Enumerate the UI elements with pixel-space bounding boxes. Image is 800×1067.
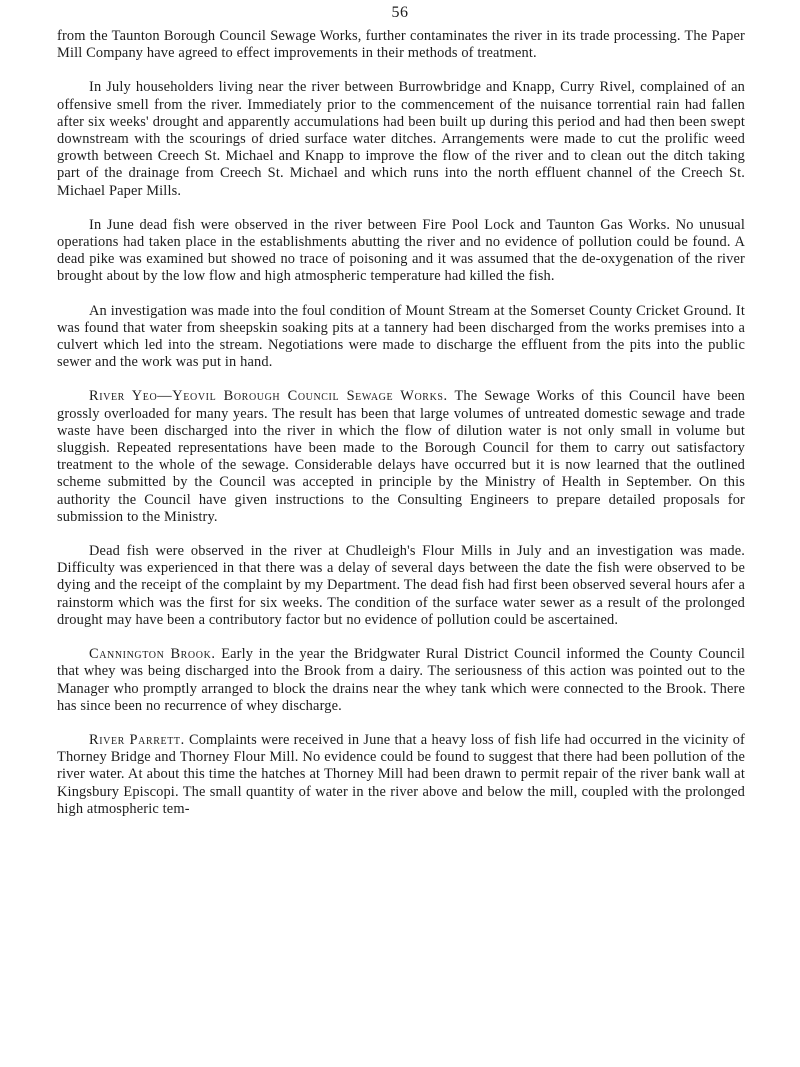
paragraph-text: Early in the year the Bridgwater Rural District Council informed the County Council that whey was being discharged into the Brook from a dairy. The seriousness of this action was pointed out to the Manager who promptly arranged to block the drains near the whey tank which were connected to the Brook. There has since been no recurrence of whey discharge. bbox=[57, 646, 745, 714]
paragraph bbox=[57, 303, 745, 372]
document-body bbox=[57, 28, 745, 835]
section-heading: Cannington Brook. bbox=[89, 646, 216, 663]
paragraph bbox=[57, 388, 745, 526]
page-number: 56 bbox=[391, 4, 409, 21]
paragraph-text: An investigation was made into the foul condition of Mount Stream at the Somerset County Cricket Ground. It was found that water from sheepskin soaking pits at a tannery had been discharged from the works premises into a culvert which led into the stream. Negotiations were made to discharge the effluent from the pits into the public sewer and the work was put in hand. bbox=[57, 302, 745, 371]
paragraph-text: The Sewage Works of this Council have been grossly overloaded for many years. The result has been that large volumes of untreated domestic sewage and trade waste have been discharged into the river in which the flow of dilution water is not only small in volume but sluggish. Repeated representations have been made to the Borough Council for them to carry out satisfactory treatment to the whole of the sewage. Considerable delays have occurred but it is now learned that the outlined scheme submitted by the Council was accepted in principle by the Ministry of Health in September. On this authority the Council have given instructions to the Consulting Engineers to prepare detailed proposals for submission to the Ministry. bbox=[57, 388, 745, 525]
paragraph-text: from the Taunton Borough Council Sewage Works, further contaminates the river in its trade processing. The Paper Mill Company have agreed to effect improvements in their methods of treatment. bbox=[57, 28, 745, 62]
paragraph bbox=[57, 646, 745, 715]
paragraph bbox=[57, 732, 745, 818]
paragraph-text: In July householders living near the river between Burrowbridge and Knapp, Curry Rivel, complained of an offensive smell from the river. Immediately prior to the commencement of the nuisance torrential rain had fallen after six weeks' drought and apparently accumulations had been built up during this period and had then been swept downstream with the scourings of dried surface water ditches. Arrangements were made to cut the prolific weed growth between Creech St. Michael and Knapp to improve the flow of the river and to clean out the ditch taking part of the drainage from Creech St. Michael and which runs into the north effluent channel of the Creech St. Michael Paper Mills. bbox=[57, 79, 745, 199]
paragraph-text: Dead fish were observed in the river at Chudleigh's Flour Mills in July and an investigation was made. Difficulty was experienced in that there was a delay of several days between the date the fish were observed to be dying and the receipt of the complaint by my Department. The dead fish had first been observed several hours afer a rainstorm which was the first for six weeks. The condition of the surface water sewer as a result of the prolonged drought may have been a contributory factor but no evidence of pollution could be ascertained. bbox=[57, 543, 745, 628]
section-heading: River Yeo—Yeovil Borough Council Sewage Works. bbox=[89, 388, 448, 405]
paragraph-text: In June dead fish were observed in the river between Fire Pool Lock and Taunton Gas Works. No unusual operations had taken place in the establishments abutting the river and no evidence of pollution could be found. A dead pike was examined but showed no trace of poisoning and it was assumed that the de-oxygenation of the river brought about by the low flow and high atmospheric temperature had killed the fish. bbox=[57, 216, 745, 285]
paragraph bbox=[57, 28, 745, 62]
paragraph bbox=[57, 79, 745, 199]
paragraph-text: Complaints were received in June that a heavy loss of fish life had occurred in the vicinity of Thorney Bridge and Thorney Flour Mill. No evidence could be found to suggest that there had been pollution of the river water. At about this time the hatches at Thorney Mill had been drawn to permit repair of the river bank wall at Kingsbury Episcopi. The small quantity of water in the river above and below the mill, coupled with the prolonged high atmospheric tem- bbox=[57, 731, 745, 817]
paragraph bbox=[57, 543, 745, 629]
section-heading: River Parrett. bbox=[89, 731, 185, 748]
paragraph bbox=[57, 217, 745, 286]
